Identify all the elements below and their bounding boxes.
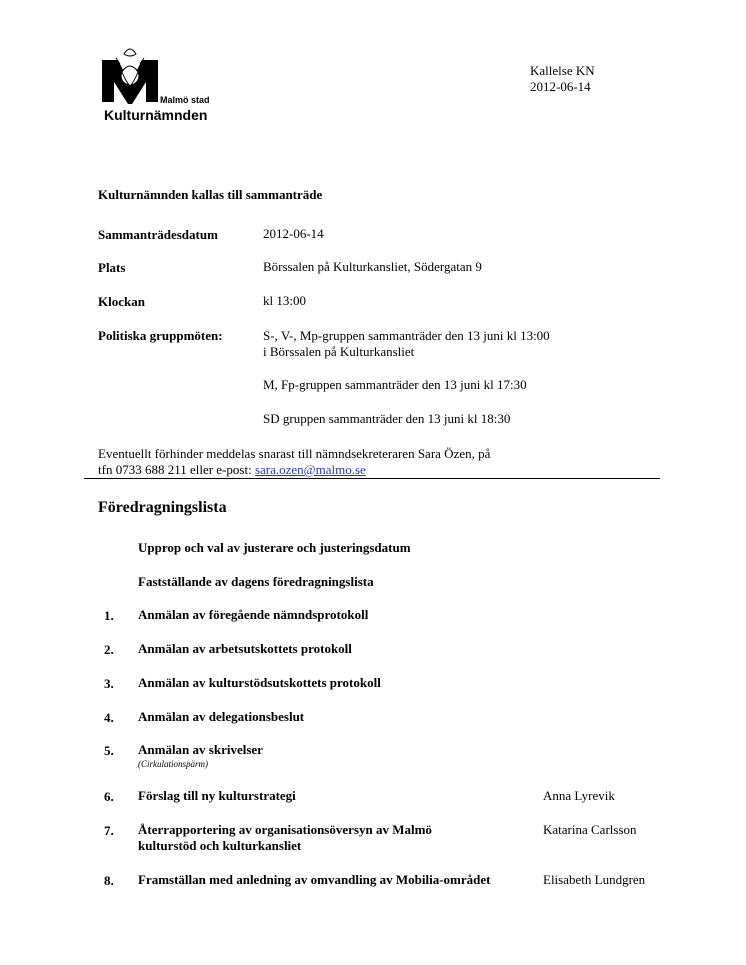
agenda-item-title-line1: Återrapportering av organisationsöversyn av Malmö [138,822,432,837]
place-label: Plats [98,260,126,275]
agenda-item-number: 1. [104,608,114,623]
agenda-item-title-line2: kulturstöd och kulturkansliet [138,838,302,853]
group1-line2: i Börssalen på Kulturkansliet [263,344,415,359]
document-reference [530,63,595,95]
agenda-item-number: 5. [104,743,114,758]
agenda-item-number: 2. [104,642,114,657]
summons-title: Kulturnämnden kallas till sammanträde [98,187,323,202]
agenda-item-title: Anmälan av kulturstödsutskottets protokoll [138,675,381,690]
doc-type: Kallelse KN [530,63,595,78]
agenda-item-title: Anmälan av delegationsbeslut [138,709,305,724]
date-label: Sammanträdesdatum [98,227,218,242]
agenda-intro-roll-call: Upprop och val av justerare och justeringsdatum [138,540,411,555]
agenda-item-title: Anmälan av skrivelser [138,742,263,757]
agenda-item-presenter: Elisabeth Lundgren [543,872,646,887]
notice-line1: Eventuellt förhinder meddelas snarast till nämndsekreteraren Sara Özen, på [98,446,491,461]
group1-line1: S-, V-, Mp-gruppen sammanträder den 13 juni kl 13:00 [263,328,550,343]
agenda-item-number: 7. [104,823,114,838]
groups-label: Politiska gruppmöten: [98,328,223,343]
agenda-item-title: Anmälan av föregående nämndsprotokoll [138,607,369,622]
agenda-item-presenter: Anna Lyrevik [543,788,615,803]
org-big-name: Kulturnämnden [104,107,208,123]
agenda-item-number: 8. [104,873,114,888]
agenda-item-title: Framställan med anledning av omvandling av Mobilia-området [138,872,491,887]
absence-notice [98,446,490,478]
time-value: kl 13:00 [263,293,306,308]
notice-phone: tfn 0733 688 211 eller e-post: [98,462,255,477]
agenda-item-number: 3. [104,676,114,691]
agenda-item-note: (Cirkulationspärm) [138,759,209,769]
doc-date: 2012-06-14 [530,79,591,94]
group1-info [263,328,550,360]
time-label: Klockan [98,294,145,309]
agenda-item-presenter: Katarina Carlsson [543,822,637,837]
group2-info: M, Fp-gruppen sammanträder den 13 juni kl 17:30 [263,377,527,392]
agenda-intro-approval: Fastställande av dagens föredragningslista [138,574,374,589]
agenda-item-title: Anmälan av arbetsutskottets protokoll [138,641,352,656]
agenda-item-number: 4. [104,710,114,725]
divider [84,478,660,479]
date-value: 2012-06-14 [263,226,324,241]
email-link[interactable]: sara.ozen@malmo.se [254,462,366,477]
agenda-item-title: Förslag till ny kulturstrategi [138,788,296,803]
org-small-name: Malmö stad [160,95,210,105]
agenda-item-number: 6. [104,789,114,804]
place-value: Börssalen på Kulturkansliet, Södergatan 9 [263,259,482,274]
agenda-heading: Föredragningslista [98,499,227,516]
notice-line2 [98,462,490,478]
agenda-item-title [138,822,432,854]
group3-info: SD gruppen sammanträder den 13 juni kl 18:30 [263,411,511,426]
